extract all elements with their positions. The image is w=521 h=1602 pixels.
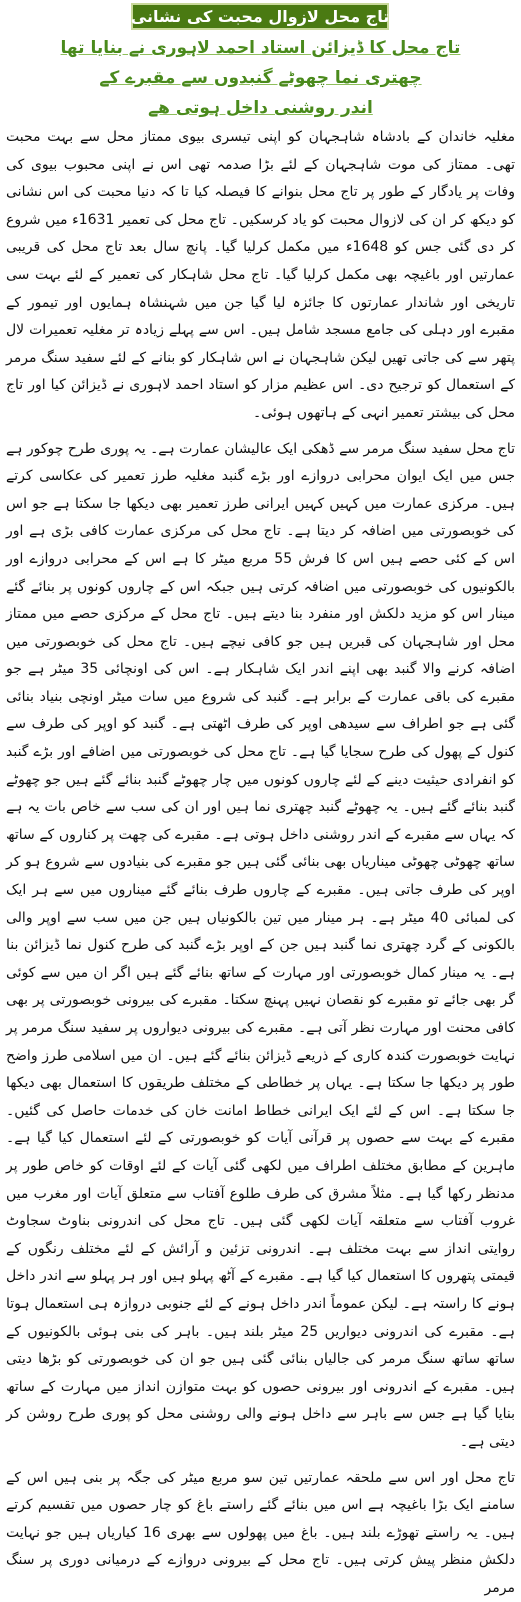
subheading-line-3: اندر روشنی داخل ہوتی ھے xyxy=(6,94,515,122)
title-banner xyxy=(131,3,389,30)
page-title: تاج محل لازوال محبت کی نشانی xyxy=(131,7,389,26)
header-band xyxy=(0,0,521,36)
paragraph-garden: تاج محل اور اس سے ملحقہ عمارتیں تین سو مربع میٹر کی جگہ پر بنی ہیں اس کے سامنے ایک بڑا باغیچہ ہے اس میں بنائے گئے راستے باغ کو چار حصوں میں تقسیم کرتے ہیں۔ یہ راستے تھوڑے بلند ہیں۔ باغ میں پھولوں سے بھری 16 کیاریاں ہیں جو نہایت دلکش منظر پیش کرتی ہیں۔ تاج محل کے بیرونی دروازے کے درمیانی دوری پر سنگ مرمر xyxy=(6,1465,515,1602)
paragraph-architecture: تاج محل سفید سنگ مرمر سے ڈھکی ایک عالیشان عمارت ہے۔ یہ پوری طرح چوکور ہے جس میں ایک ایوان محرابی دروازے اور بڑے گنبد مغلیہ طرز تعمیر کی عکاسی کرتے ہیں۔ مرکزی عمارت میں کہیں کہیں ایرانی طرز تعمیر بھی دیکھا جا سکتا ہے جو اس کی خوبصورتی میں اضافہ کر دیتا ہے۔ تاج محل کی مرکزی عمارت کافی بڑی ہے اور اس کے کئی حصے ہیں اس کا فرش 55 مربع میٹر کا ہے اس کے محرابی دروازے اور بالکونیوں کی خوبصورتی میں اضافہ کرتی ہیں جبکہ اس کے چاروں کونوں پر بنائے گئے مینار اس کو مزید دلکش اور منفرد بنا دیتے ہیں۔ تاج محل کے مرکزی حصے میں ممتاز محل اور شاہجہان کی قبریں ہیں جو کافی نیچے ہیں۔ تاج محل کی خوبصورتی میں اضافہ کرنے والا گنبد بھی اپنے اندر ایک شاہکار ہے۔ اس کی اونچائی 35 میٹر ہے جو مقبرے کی باقی عمارت کے برابر ہے۔ گنبد کی شروع میں سات میٹر اونچی بنیاد بنائی گئی ہے جو اطراف سے سیدھی اوپر کی طرف اٹھتی ہے۔ گنبد کو اوپر کی طرف سے کنول کے پھول کی طرح سجایا گیا ہے۔ تاج محل کی خوبصورتی میں اضافے اور بڑے گنبد کو انفرادی حیثیت دینے کے لئے چاروں کونوں میں چار چھوٹے گنبد بنائے گئے ہیں جو چھوٹے گنبد بنائے گئے ہیں۔ یہ چھوٹے گنبد چھتری نما ہیں اور ان کی سب سے خاص بات یہ ہے کہ یہاں سے مقبرے کے اندر روشنی داخل ہوتی ہے۔ مقبرے کی چھت پر کناروں کے ساتھ ساتھ چھوٹی چھوٹی میناریاں بھی بنائی گئی ہیں جو مقبرے کی بنیادوں سے شروع ہو کر اوپر کی طرف جاتی ہیں۔ مقبرے کے چاروں طرف بنائے گئے میناروں میں سے ہر ایک کی لمبائی 40 میٹر ہے۔ ہر مینار میں تین بالکونیاں ہیں جن میں سب سے اوپر والی بالکونی کے گرد چھتری نما گنبد ہیں جن کے اوپر بڑے گنبد کی طرح کنول نما ڈیزائن بنا ہے۔ یہ مینار کمال خوبصورتی اور مہارت کے ساتھ بنائے گئے ہیں اگر ان میں سے کوئی گر بھی جائے تو مقبرے کو نقصان نہیں پہنچ سکتا۔ مقبرے کی بیرونی خوبصورتی پر بھی کافی محنت اور مہارت نظر آتی ہے۔ مقبرے کی بیرونی دیواروں پر سفید سنگ مرمر پر نہایت خوبصورت کندہ کاری کے ذریعے ڈیزائن بنائے گئے ہیں۔ ان میں اسلامی طرز واضح طور پر دیکھا جا سکتا ہے۔ یہاں پر خطاطی کے مختلف طریقوں کا استعمال بھی دیکھا جا سکتا ہے۔ اس کے لئے ایک ایرانی خطاط امانت خان کی خدمات حاصل کی گئیں۔ مقبرے کے بہت سے حصوں پر قرآنی آیات کو خوبصورتی کے لئے استعمال کیا گیا ہے۔ ماہرین کے مطابق مختلف اطراف میں لکھی گئی آیات کے لئے اوقات کو خاص طور پر مدنظر رکھا گیا ہے۔ مثلاً مشرق کی طرف طلوع آفتاب سے متعلق آیات اور مغرب میں غروب آفتاب سے متعلقہ آیات لکھی گئی ہیں۔ تاج محل کی اندرونی بناوٹ سجاوٹ روایتی انداز سے بہت مختلف ہے۔ اندرونی تزئین و آرائش کے لئے مختلف رنگوں کے قیمتی پتھروں کا استعمال کیا گیا ہے۔ مقبرے کے آٹھ پہلو ہیں اور ہر پہلو سے اندر داخل ہونے کا راستہ ہے۔ لیکن عموماً اندر داخل ہونے کے لئے جنوبی دروازہ ہی استعمال ہوتا ہے۔ مقبرے کی اندرونی دیواریں 25 میٹر بلند ہیں۔ باہر کی بنی ہوئی بالکونیوں کے ساتھ ساتھ سنگ مرمر کی جالیاں بنائی گئی ہیں جو ان کی خوبصورتی کو بڑھا دیتی ہیں۔ مقبرے کے اندرونی اور بیرونی حصوں کو بہت متوازن انداز میں مہارت کے ساتھ بنایا گیا ہے جس سے باہر سے داخل ہونے والی روشنی محل کو پوری طرح روشن کر دیتی ہے۔ xyxy=(6,436,515,1457)
subheading-line-1: تاج محل کا ڈیزائن استاد احمد لاہوری نے بنایا تھا xyxy=(6,34,515,62)
article-body xyxy=(6,124,515,1234)
paragraph-history: مغلیہ خاندان کے بادشاہ شاہجہان کو اپنی تیسری بیوی ممتاز محل سے بہت محبت تھی۔ ممتاز کی موت شاہجہان کے لئے بڑا صدمہ تھی اس نے اپنی محبوب بیوی کی وفات پر یادگار کے طور پر تاج محل بنوانے کا فیصلہ کیا تا کہ دنیا محبت کی اس نشانی کو دیکھ کر ان کی لازوال محبت کو یاد کرسکیں۔ تاج محل کی تعمیر 1631ء میں شروع کر دی گئی جس کو 1648ء میں مکمل کرلیا گیا۔ پانچ سال بعد تاج محل کی قریبی عمارتیں اور باغیچہ بھی مکمل کرلیا گیا۔ تاج محل شاہکار کی تعمیر کے لئے بہت سی تاریخی اور شاندار عمارتوں کا جائزہ لیا گیا جن میں شہنشاہ ہمایوں اور تیمور کے مقبرے اور دہلی کی جامع مسجد شامل ہیں۔ اس سے پہلے زیادہ تر مغلیہ تعمیرات لال پتھر سے کی جاتی تھیں لیکن شاہجہان نے اس شاہکار کو بنانے کے لئے سفید سنگ مرمر کے استعمال کو ترجیح دی۔ اس عظیم مزار کو استاد احمد لاہوری نے ڈیزائن کیا اور تاج محل کی بیشتر تعمیر انہی کے ہاتھوں ہوئی۔ xyxy=(6,124,515,428)
subheading-line-2: چھتری نما چھوٹے گنبدوں سے مقبرے کے xyxy=(6,64,515,92)
